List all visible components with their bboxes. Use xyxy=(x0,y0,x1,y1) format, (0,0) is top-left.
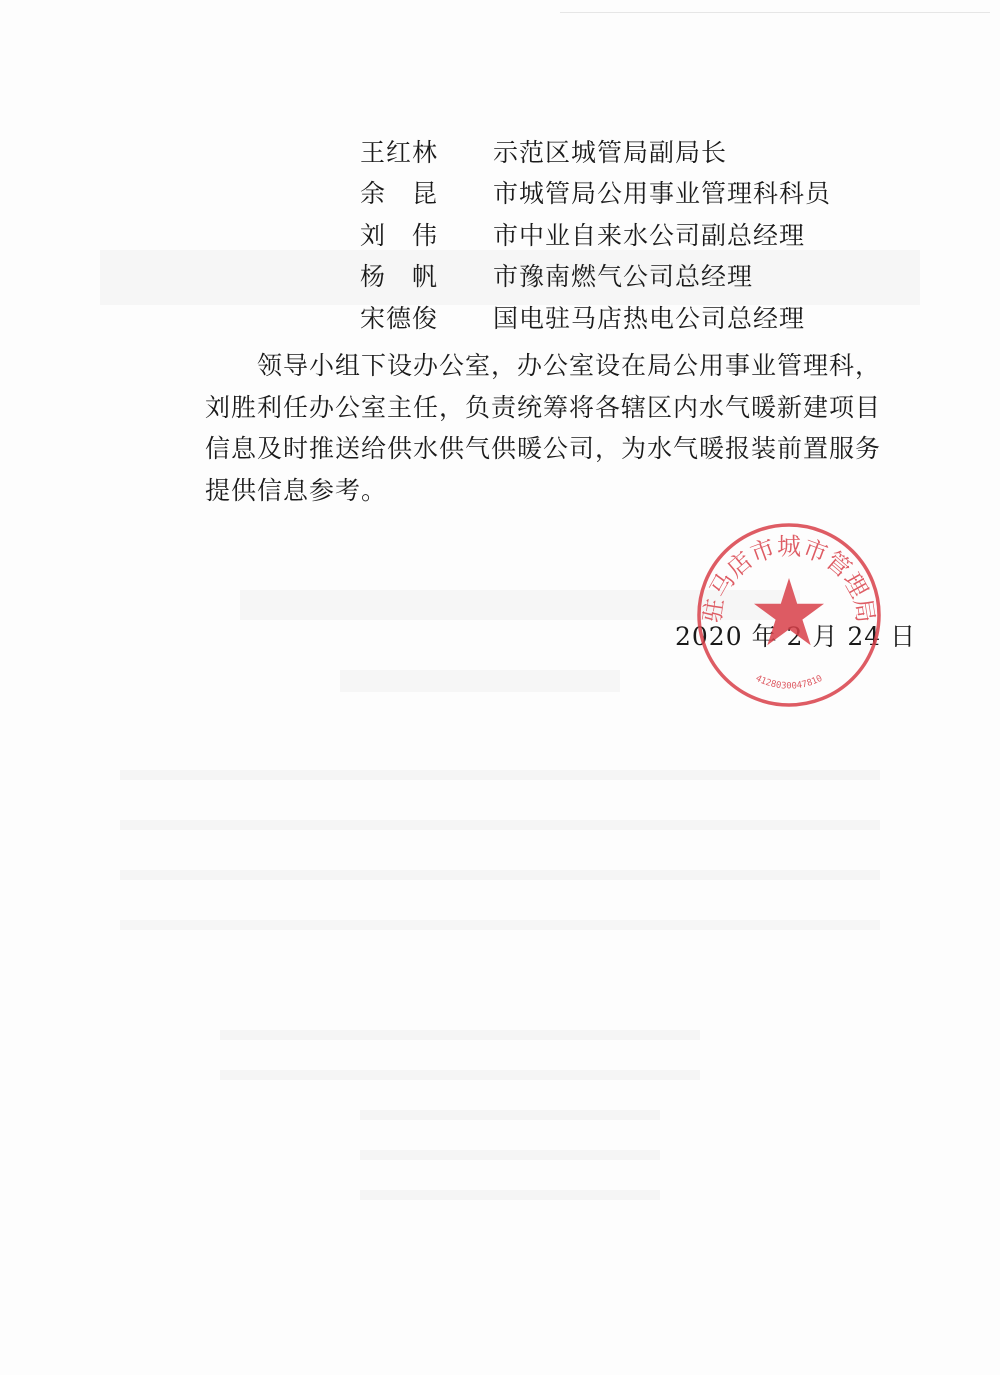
member-name: 宋德俊 xyxy=(360,303,439,333)
seal-text: 驻马店市城市管理局 xyxy=(698,532,880,625)
member-list xyxy=(360,130,920,338)
member-title: 市豫南燃气公司总经理 xyxy=(493,262,754,292)
member-name: 王红林 xyxy=(360,137,439,167)
member-title: 示范区城管局副局长 xyxy=(493,137,728,167)
document-date: 2020 年 2 月 24 日 xyxy=(675,622,917,651)
office-paragraph xyxy=(205,345,895,511)
member-title: 市城管局公用事业管理科科员 xyxy=(493,179,832,209)
official-seal-stamp xyxy=(694,520,884,710)
member-row xyxy=(360,130,920,172)
member-title: 国电驻马店热电公司总经理 xyxy=(493,303,806,333)
member-row xyxy=(360,172,920,214)
member-name: 刘 伟 xyxy=(360,220,439,250)
top-rule xyxy=(560,12,990,13)
seal-code: 4128030047810 xyxy=(753,673,825,692)
paragraph-line: 领导小组下设办公室，办公室设在局公用事业管理科， xyxy=(257,351,882,380)
member-row xyxy=(360,213,920,255)
member-title: 市中业自来水公司副总经理 xyxy=(493,220,806,250)
member-row xyxy=(360,296,920,338)
paragraph-line: 提供信息参考。 xyxy=(205,475,388,505)
member-name: 余 昆 xyxy=(360,179,439,209)
member-name: 杨 帆 xyxy=(360,262,439,292)
paragraph-line: 信息及时推送给供水供气供暖公司，为水气暖报装前置服务 xyxy=(205,434,882,463)
member-row xyxy=(360,255,920,297)
star-icon xyxy=(754,578,824,645)
paragraph-line: 刘胜利任办公室主任，负责统筹将各辖区内水气暖新建项目 xyxy=(205,392,882,422)
